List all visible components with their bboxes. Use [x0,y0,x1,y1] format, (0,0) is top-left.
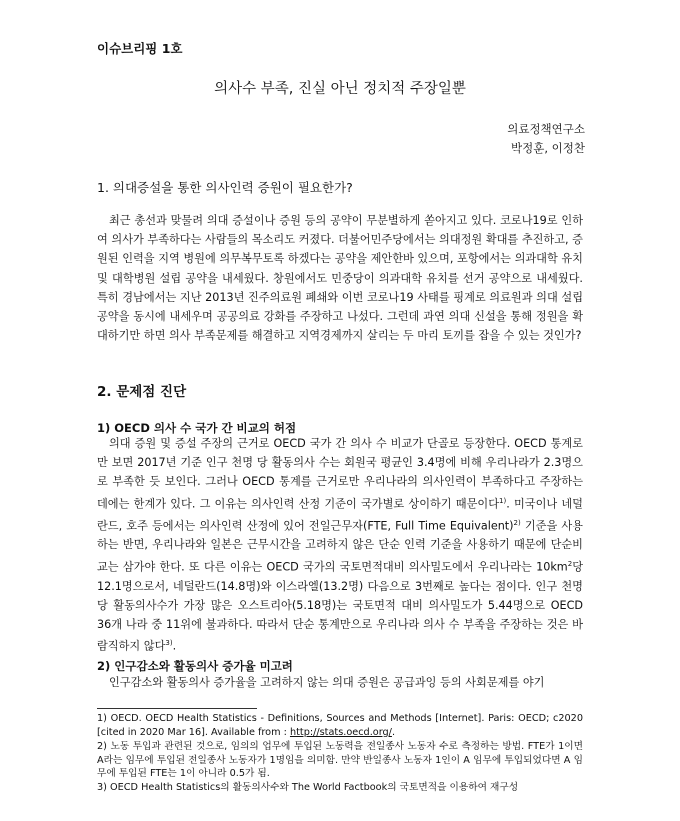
footnote-ref-2[interactable]: 2) [513,518,521,527]
sub1-text-5: . [172,639,177,653]
section-1-heading: 1. 의대증설을 통한 의사인력 증원이 필요한가? [97,180,353,195]
sub1-text-4: 당 12.1명으로서, 네덜란드(14.8명)와 이스라엘(13.2명) 다음으로 3번째로 높다는 점이다. 인구 천명 당 활동의사수가 가장 많은 오스트리아(5.18명)는 국토면적 대비 의사밀도가 5.44명으로 OECD 36개 나라 중 11위에 불과하다. 따라서 단순 통계만으로 우리나라 의사 수 부족을 주장하는 것은 바람직하지 않다 [97,560,583,653]
subsection-2-paragraph [97,673,583,693]
sub1-text-2: . 미국이나 네덜란드, 호주 등에서는 의사인력 산정에 있어 전일근무자(FTE, Full Time Equivalent) [97,497,583,533]
superscript-2: 2 [567,559,573,568]
footnote-3: 3) OECD Health Statistics의 활동의사수와 The World Factbook의 국토면적을 이용하여 재구성 [97,782,519,793]
footnote-ref-1[interactable]: 1) [499,496,507,505]
footnote-ref-3[interactable]: 3) [165,639,173,648]
page-title: 의사수 부족, 진실 아닌 정치적 주장일뿐 [214,81,466,97]
sub1-text-1: 의대 증원 및 증설 주장의 근거로 OECD 국가 간 의사 수 비교가 단골로 등장한다. OECD 통계로만 보면 2017년 기준 인구 천명 당 활동의사 수는 회원국 평균인 3.4명에 비해 우리나라가 2.3명으로 부족한 듯 보인다. 그러나 OECD 통계를 근거로만 우리나라의 의사인력이 부족하다고 주장하는 데에는 한계가 있다. 그 이유는 의사인력 산정 기준이 국가별로 상이하기 때문이다 [97,437,583,511]
subsection-2-heading: 2) 인구감소와 활동의사 증가율 미고려 [97,659,293,673]
footnote-2: 2) 노동 투입과 관련된 것으로, 임의의 업무에 투입된 노동력을 전일종사 노동자 수로 측정하는 방법. FTE가 1이면 A라는 임무에 투입된 전일종사 노동자가 1명임을 의미함. 만약 반일종사 노동자 1인이 A 임무에 투입되었다면 A 임무에 투입된 FTE는 1이 아니라 0.5가 됨. [97,741,583,780]
section-1-paragraph [97,211,583,365]
issue-label: 이슈브리핑 1호 [97,41,183,56]
organization: 의료정책연구소 [507,122,585,136]
footnote-divider [97,708,257,709]
authors: 박정훈, 이정찬 [511,141,585,155]
subsection-1-heading: 1) OECD 의사 수 국가 간 비교의 허점 [97,421,297,435]
footnote-1-end: . [391,726,396,738]
footnote-1-text: 1) OECD. OECD Health Statistics - Definitions, Sources and Methods [Internet]. Paris: OECD; c2020 [cited in 2020 Mar 16]. Available from : [97,713,583,738]
footnote-1 [97,712,583,739]
section-1-text: 최근 총선과 맞물려 의대 증설이나 증원 등의 공약이 무분별하게 쏟아지고 있다. 코로나19로 인하여 의사가 부족하다는 사람들의 목소리도 커졌다. 더불어민주당에서는 의대정원 확대를 추진하고, 증원된 인력을 지역 병원에 의무복무토록 하겠다는 공약을 제안한바 있으며, 포항에서는 의과대학 유치 및 대학병원 설립 공약을 내세웠다. 창원에서도 민중당이 의과대학 유치를 선거 공약으로 내세웠다. 특히 경남에서는 지난 2013년 진주의료원 폐쇄와 이번 코로나19 사태를 핑계로 의료원과 의대 설립 공약을 동시에 내세우며 공공의료 강화를 주장하고 나섰다. 그런데 과연 의대 신설을 통해 정원을 확대하기만 하면 의사 부족문제를 해결하고 지역경제까지 살리는 두 마리 토끼를 잡을 수 있는 것인가? [97,214,583,343]
sub2-text: 인구감소와 활동의사 증가율을 고려하지 않는 의대 증원은 공급과잉 등의 사회문제를 야기 [109,676,545,689]
footnote-1-link[interactable]: http://stats.oecd.org/ [289,726,392,738]
sub1-text-3: 기준을 사용하는 반면, 우리나라와 일본은 근무시간을 고려하지 않은 단순 인력 기준을 사용하기 때문에 단순비교는 삼가야 한다. 또 다른 이유는 OECD 국가의 국토면적대비 의사밀도에서 우리나라는 10km [97,519,583,574]
subsection-1-paragraph [97,434,583,653]
section-2-heading: 2. 문제점 진단 [97,384,187,400]
